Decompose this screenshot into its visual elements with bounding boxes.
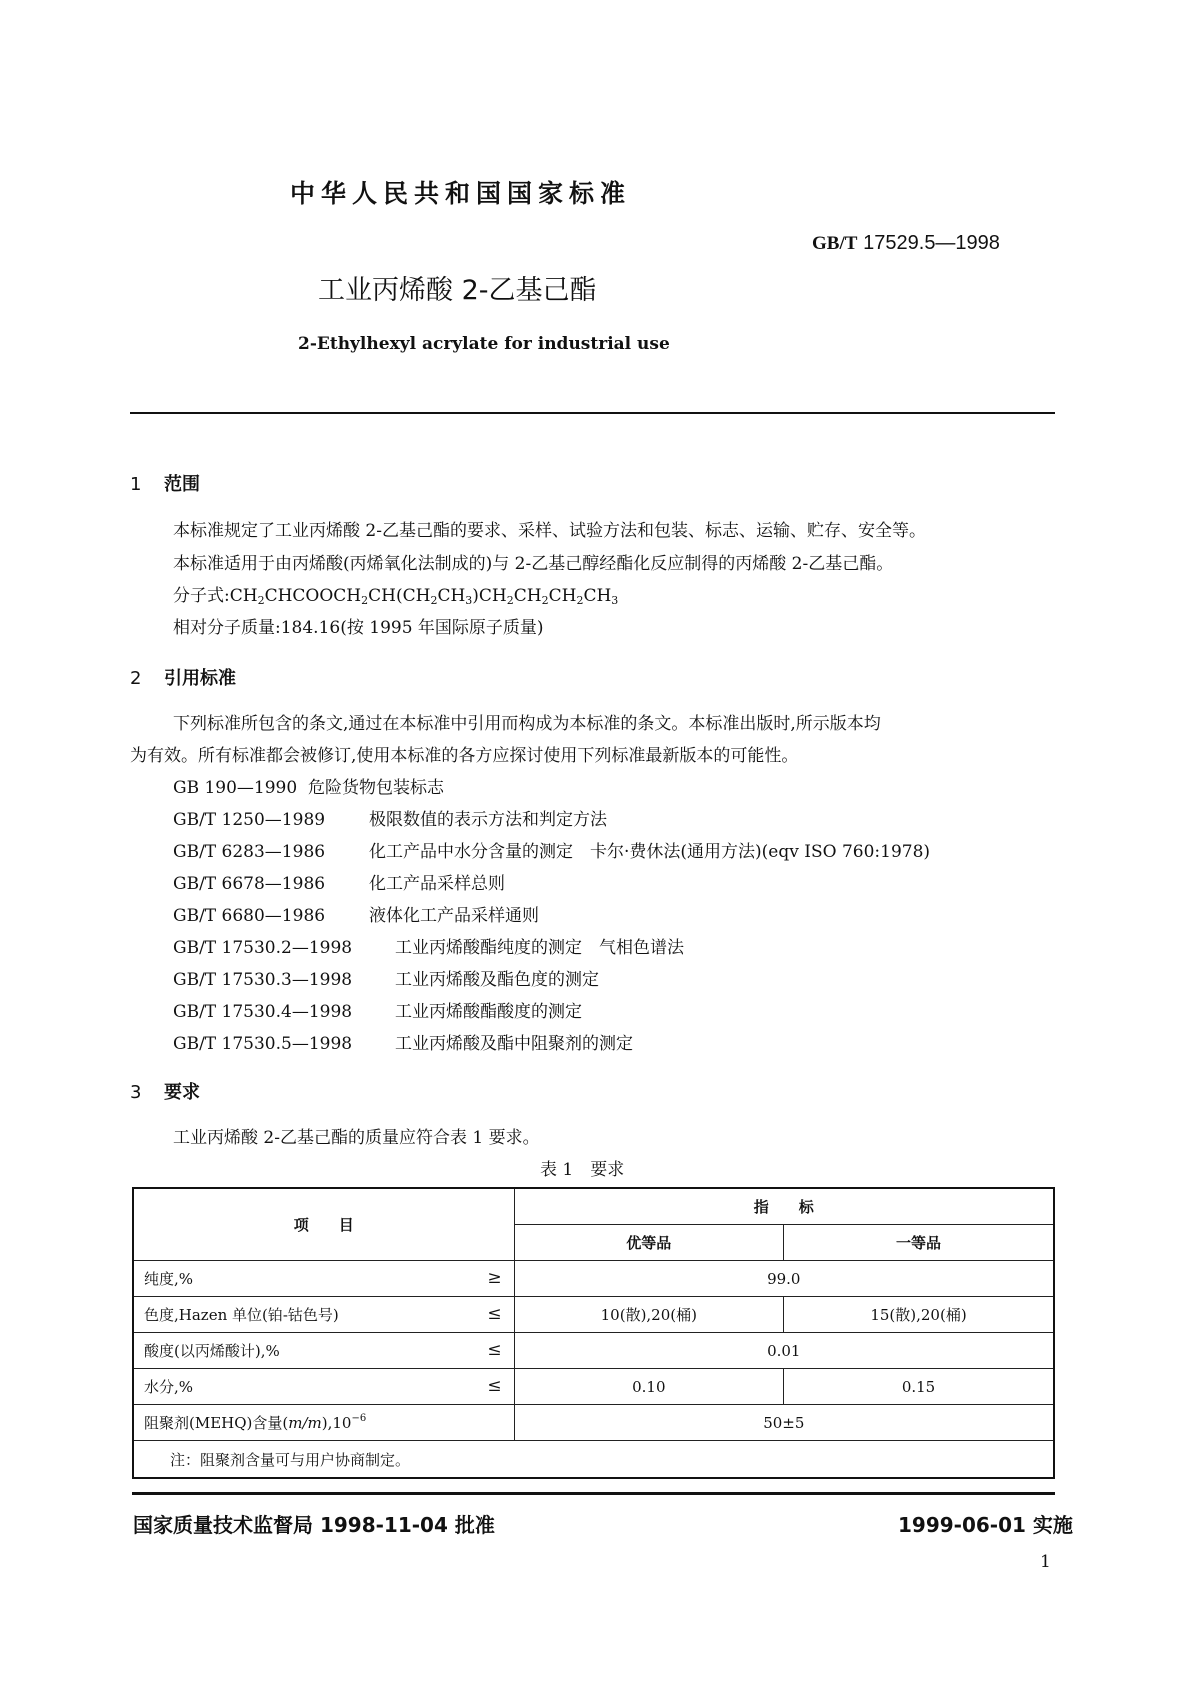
table-note: 注：阻聚剂含量可与用户协商制定。 — [133, 1441, 1054, 1479]
formula-label: 分子式: — [173, 586, 230, 606]
table-row — [133, 1261, 1054, 1297]
standard-code — [812, 232, 1000, 255]
standard-code-prefix: GB/T — [812, 233, 858, 254]
molecular-formula — [173, 581, 618, 606]
reference-item: GB/T 17530.2—1998 工业丙烯酸酯纯度的测定 气相色谱法 — [173, 938, 684, 958]
row-value: 50±5 — [514, 1405, 1054, 1441]
reference-item: GB/T 17530.4—1998 工业丙烯酸酯酸度的测定 — [173, 1002, 582, 1022]
section-title: 范围 — [164, 474, 200, 495]
reference-item: GB/T 17530.3—1998 工业丙烯酸及酯色度的测定 — [173, 970, 599, 990]
references-paragraph-2: 为有效。所有标准都会被修订,使用本标准的各方应探讨使用下列标准最新版本的可能性。 — [130, 746, 799, 766]
row-value-superior: 10(散),20(桶) — [514, 1297, 783, 1333]
row-item: 色度,Hazen 单位(铂-钴色号) ≤ — [133, 1297, 514, 1333]
section-heading-scope — [130, 470, 200, 496]
header-item: 项 目 — [133, 1188, 514, 1261]
scope-paragraph-2: 本标准适用于由丙烯酸(丙烯氧化法制成的)与 2-乙基己醇经酯化反应制得的丙烯酸 2-乙基己酯。 — [173, 554, 894, 574]
scope-paragraph-1: 本标准规定了工业丙烯酸 2-乙基己酯的要求、采样、试验方法和包装、标志、运输、贮存、安全等。 — [173, 521, 926, 541]
row-value: 99.0 — [514, 1261, 1054, 1297]
row-value-first: 0.15 — [784, 1369, 1054, 1405]
requirements-paragraph: 工业丙烯酸 2-乙基己酯的质量应符合表 1 要求。 — [173, 1128, 540, 1148]
standard-code-number: 17529.5—1998 — [863, 232, 1000, 254]
comparison-symbol: ≥ — [487, 1268, 502, 1288]
header-grade-superior: 优等品 — [514, 1225, 783, 1261]
section-number: 2 — [130, 668, 142, 689]
footer-divider — [132, 1492, 1055, 1495]
section-title: 要求 — [164, 1082, 200, 1103]
title-chinese: 工业丙烯酸 2-乙基己酯 — [318, 275, 597, 306]
row-value-superior: 0.10 — [514, 1369, 783, 1405]
implementation-date: 1999-06-01 实施 — [898, 1513, 1073, 1537]
section-number: 3 — [130, 1082, 142, 1103]
section-title: 引用标准 — [164, 668, 236, 689]
reference-item: GB/T 1250—1989 极限数值的表示方法和判定方法 — [173, 810, 607, 830]
row-value-first: 15(散),20(桶) — [784, 1297, 1054, 1333]
row-value: 0.01 — [514, 1333, 1054, 1369]
comparison-symbol: ≤ — [487, 1304, 502, 1324]
comparison-symbol: ≤ — [487, 1376, 502, 1396]
header-grade-first: 一等品 — [784, 1225, 1054, 1261]
requirements-table — [132, 1187, 1055, 1479]
section-heading-references — [130, 664, 236, 690]
row-item: 水分,% ≤ — [133, 1369, 514, 1405]
page-number: 1 — [1040, 1552, 1051, 1572]
standard-organization: 中华人民共和国国家标准 — [290, 179, 632, 208]
table-row — [133, 1405, 1054, 1441]
title-english: 2-Ethylhexyl acrylate for industrial use — [298, 334, 670, 354]
section-heading-requirements — [130, 1078, 200, 1104]
row-item: 酸度(以丙烯酸计),% ≤ — [133, 1333, 514, 1369]
table-note-row — [133, 1441, 1054, 1479]
formula-value: $CH_2CHCOOCH_2CH(CH_2CH_3)CH_2CH_2CH_2CH_3$ — [229, 586, 619, 607]
header-index: 指 标 — [514, 1188, 1054, 1225]
row-item: 纯度,% ≥ — [133, 1261, 514, 1297]
table-row — [133, 1333, 1054, 1369]
reference-item: GB 190—1990 危险货物包装标志 — [173, 778, 444, 798]
reference-item: GB/T 17530.5—1998 工业丙烯酸及酯中阻聚剂的测定 — [173, 1034, 633, 1054]
section-number: 1 — [130, 474, 142, 495]
row-item: 阻聚剂(MEHQ)含量$(m/m),10^{-6}$ — [133, 1405, 514, 1441]
table-row — [133, 1369, 1054, 1405]
reference-item: GB/T 6680—1986 液体化工产品采样通则 — [173, 906, 539, 926]
table-caption: 表 1 要求 — [540, 1160, 625, 1180]
references-paragraph-1: 下列标准所包含的条文,通过在本标准中引用而构成为本标准的条文。本标准出版时,所示版本均 — [173, 714, 881, 734]
header-divider — [130, 412, 1055, 414]
table-row — [133, 1297, 1054, 1333]
molar-mass: 相对分子质量:184.16(按 1995 年国际原子质量) — [173, 618, 544, 638]
reference-item: GB/T 6283—1986 化工产品中水分含量的测定 卡尔·费休法(通用方法)(eqv ISO 760:1978) — [173, 842, 931, 862]
reference-item: GB/T 6678—1986 化工产品采样总则 — [173, 874, 505, 894]
table-header-row — [133, 1188, 1054, 1225]
comparison-symbol: ≤ — [487, 1340, 502, 1360]
approval-date: 国家质量技术监督局 1998-11-04 批准 — [133, 1513, 495, 1537]
